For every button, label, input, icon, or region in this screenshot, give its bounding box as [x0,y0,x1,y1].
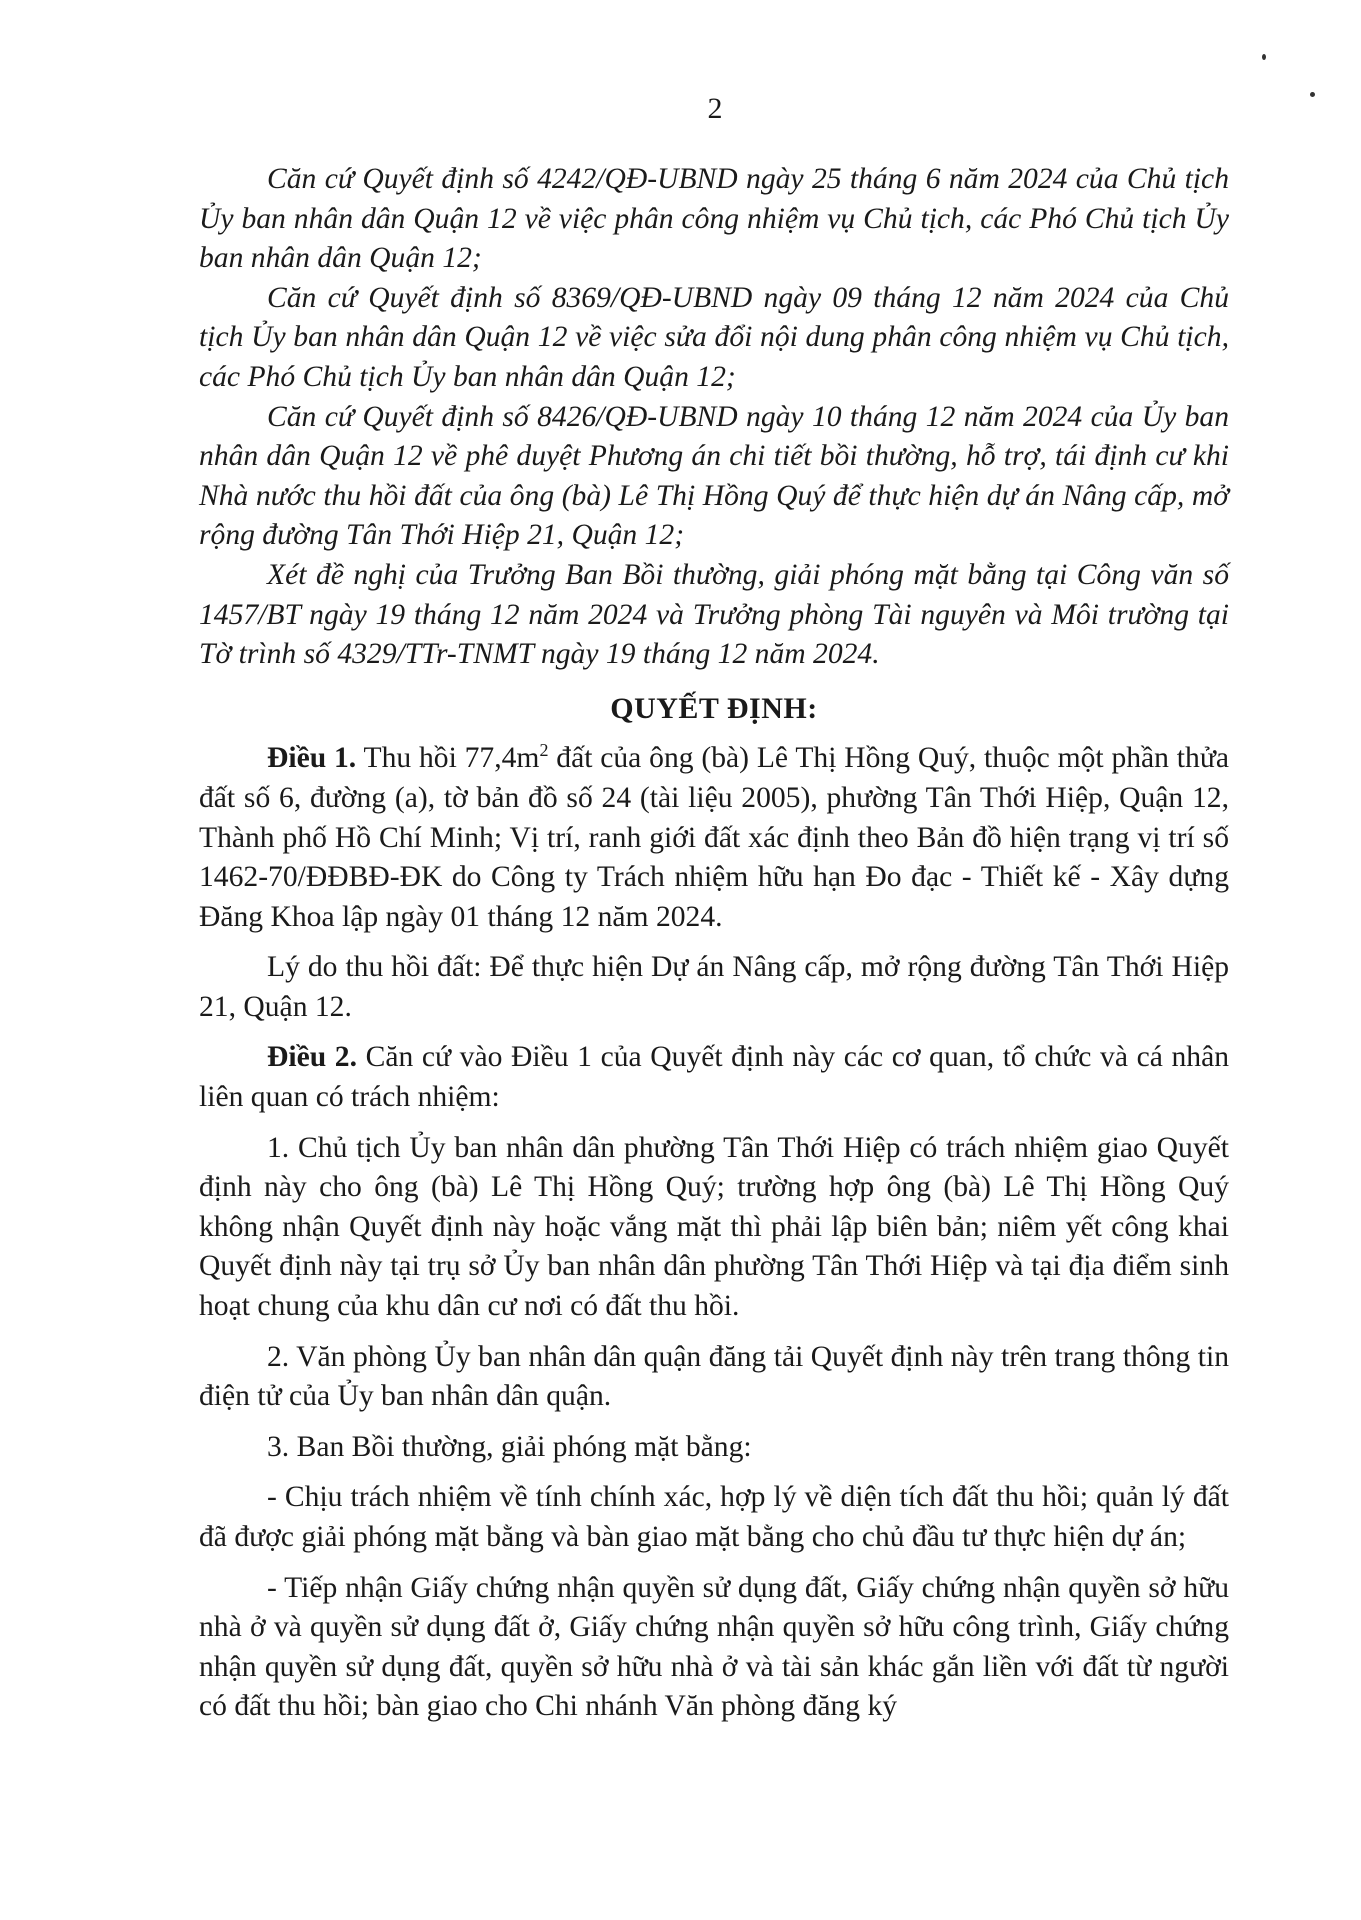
preamble-paragraph: Xét đề nghị của Trưởng Ban Bồi thường, giải phóng mặt bằng tại Công văn số 1457/BT ngày 19 tháng 12 năm 2024 và Trưởng phòng Tài nguyên và Môi trường tại Tờ trình số 4329/TTr-TNMT ngày 19 tháng 12 năm 2024. [199,558,1229,671]
article-1-reason: Lý do thu hồi đất: Để thực hiện Dự án Nâng cấp, mở rộng đường Tân Thới Hiệp 21, Quận 12. [199,951,1229,1023]
document-body [199,160,1229,1727]
article-2-label: Điều 2. [267,1041,357,1074]
article-2-item-2: 2. Văn phòng Ủy ban nhân dân quận đăng tải Quyết định này trên trang thông tin điện tử của Ủy ban nhân dân quận. [199,1340,1229,1413]
article-1-label: Điều 1. [267,742,357,775]
article-1-text-a: Thu hồi 77,4m [356,742,540,775]
decision-heading: QUYẾT ĐỊNH: [610,691,818,725]
article-2 [199,1038,1229,1117]
area-unit-superscript: 2 [539,740,549,761]
article-1 [199,739,1229,937]
preamble-paragraph: Căn cứ Quyết định số 8426/QĐ-UBND ngày 10 tháng 12 năm 2024 của Ủy ban nhân dân Quận 12 về phê duyệt Phương án chi tiết bồi thường, hỗ trợ, tái định cư khi Nhà nước thu hồi đất của ông (bà) Lê Thị Hồng Quý để thực hiện dự án Nâng cấp, mở rộng đường Tân Thới Hiệp 21, Quận 12; [199,400,1229,552]
page-number: 2 [707,92,723,125]
preamble-paragraph: Căn cứ Quyết định số 4242/QĐ-UBND ngày 25 tháng 6 năm 2024 của Chủ tịch Ủy ban nhân dân Quận 12 về việc phân công nhiệm vụ Chủ tịch, các Phó Chủ tịch Ủy ban nhân dân Quận 12; [199,163,1229,275]
preamble-paragraph: Căn cứ Quyết định số 8369/QĐ-UBND ngày 09 tháng 12 năm 2024 của Chủ tịch Ủy ban nhân dân Quận 12 về việc sửa đổi nội dung phân công nhiệm vụ Chủ tịch, các Phó Chủ tịch Ủy ban nhân dân Quận 12; [199,281,1229,393]
article-2-item-3-b: - Tiếp nhận Giấy chứng nhận quyền sử dụng đất, Giấy chứng nhận quyền sở hữu nhà ở và quyền sử dụng đất ở, Giấy chứng nhận quyền sở hữu công trình, Giấy chứng nhận quyền sử dụng đất, quyền sở hữu nhà ở và tài sản khác gắn liền với đất từ người có đất thu hồi; bàn giao cho Chi nhánh Văn phòng đăng ký [199,1571,1229,1723]
article-2-intro: Căn cứ vào Điều 1 của Quyết định này các cơ quan, tổ chức và cá nhân liên quan có trách nhiệm: [199,1041,1229,1114]
article-2-item-1: 1. Chủ tịch Ủy ban nhân dân phường Tân Thới Hiệp có trách nhiệm giao Quyết định này cho ông (bà) Lê Thị Hồng Quý; trường hợp ông (bà) Lê Thị Hồng Quý không nhận Quyết định này hoặc vắng mặt thì phải lập biên bản; niêm yết công khai Quyết định này tại trụ sở Ủy ban nhân dân phường Tân Thới Hiệp và tại địa điểm sinh hoạt chung của khu dân cư nơi có đất thu hồi. [199,1131,1229,1323]
article-2-item-3: 3. Ban Bồi thường, giải phóng mặt bằng: [267,1430,752,1463]
scan-speck [1262,54,1266,60]
article-2-item-3-a: - Chịu trách nhiệm về tính chính xác, hợp lý về diện tích đất thu hồi; quản lý đất đã được giải phóng mặt bằng và bàn giao mặt bằng cho chủ đầu tư thực hiện dự án; [199,1481,1229,1553]
article-1-text-b: đất của ông (bà) Lê Thị Hồng Quý, thuộc một phần thửa đất số 6, đường (a), tờ bản đồ số 24 (tài liệu 2005), phường Tân Thới Hiệp, Quận 12, Thành phố Hồ Chí Minh; Vị trí, ranh giới đất xác định theo Bản đồ hiện trạng vị trí số 1462-70/ĐĐBĐ-ĐK do Công ty Trách nhiệm hữu hạn Đo đạc - Thiết kế - Xây dựng Đăng Khoa lập ngày 01 tháng 12 năm 2024. [199,742,1229,933]
